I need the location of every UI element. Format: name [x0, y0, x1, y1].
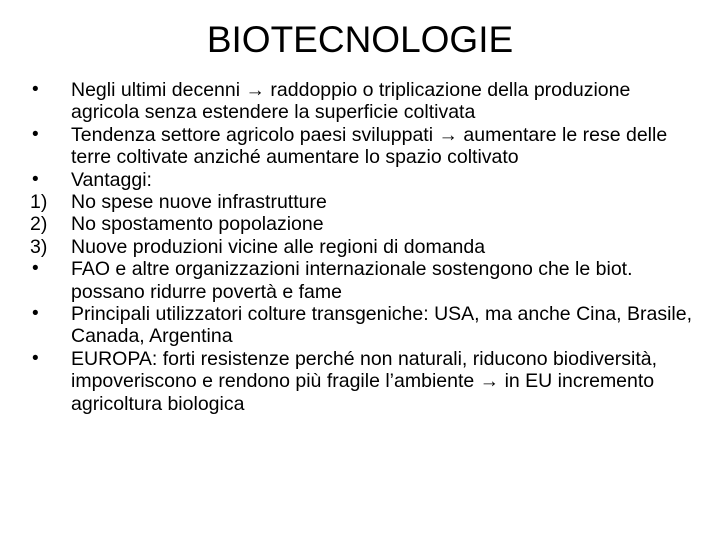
- numbered-item: [30, 236, 700, 258]
- list-item: [30, 169, 700, 191]
- list-item: [30, 124, 700, 169]
- list-item-text: EUROPA: forti resistenze perché non naturali, riducono biodiversità, impoveriscono e rendono più fragile l’ambiente → in EU incremento agricoltura biologica: [71, 347, 658, 415]
- list-item: [30, 348, 700, 415]
- list-item-text: FAO e altre organizzazioni internazionale sostengono che le biot. possano ridurre povertà e fame: [71, 258, 633, 303]
- slide-title: BIOTECNOLOGIE: [206, 19, 514, 60]
- list-item-text: Nuove produzioni vicine alle regioni di domanda: [71, 235, 486, 258]
- numbered-item: [30, 213, 700, 235]
- list-item-text: Tendenza settore agricolo paesi sviluppati → aumentare le rese delle terre coltivate anziché aumentare lo spazio coltivato: [71, 123, 668, 169]
- list-item-text: Vantaggi:: [71, 168, 152, 191]
- bullet-marker: •: [32, 258, 39, 280]
- bullet-marker: •: [32, 168, 39, 190]
- list-item: [30, 258, 700, 303]
- list-item-text: Principali utilizzatori colture transgeniche: USA, ma anche Cina, Brasile, Canada, Argentina: [71, 303, 693, 348]
- list-item-text: No spostamento popolazione: [71, 213, 324, 236]
- list-item-text: Negli ultimi decenni → raddoppio o triplicazione della produzione agricola senza estendere la superficie coltivata: [71, 79, 631, 124]
- list-item: [30, 79, 700, 124]
- list-item: [30, 303, 700, 348]
- number-marker: 1): [30, 191, 48, 214]
- bullet-marker: •: [32, 123, 39, 145]
- list-item-text: No spese nuove infrastrutture: [71, 191, 327, 214]
- number-marker: 3): [30, 235, 48, 258]
- numbered-item: [30, 191, 700, 213]
- bullet-marker: •: [32, 347, 39, 369]
- bullet-marker: •: [32, 303, 39, 325]
- bullet-list: [30, 79, 700, 415]
- bullet-marker: •: [32, 79, 39, 100]
- number-marker: 2): [30, 213, 48, 236]
